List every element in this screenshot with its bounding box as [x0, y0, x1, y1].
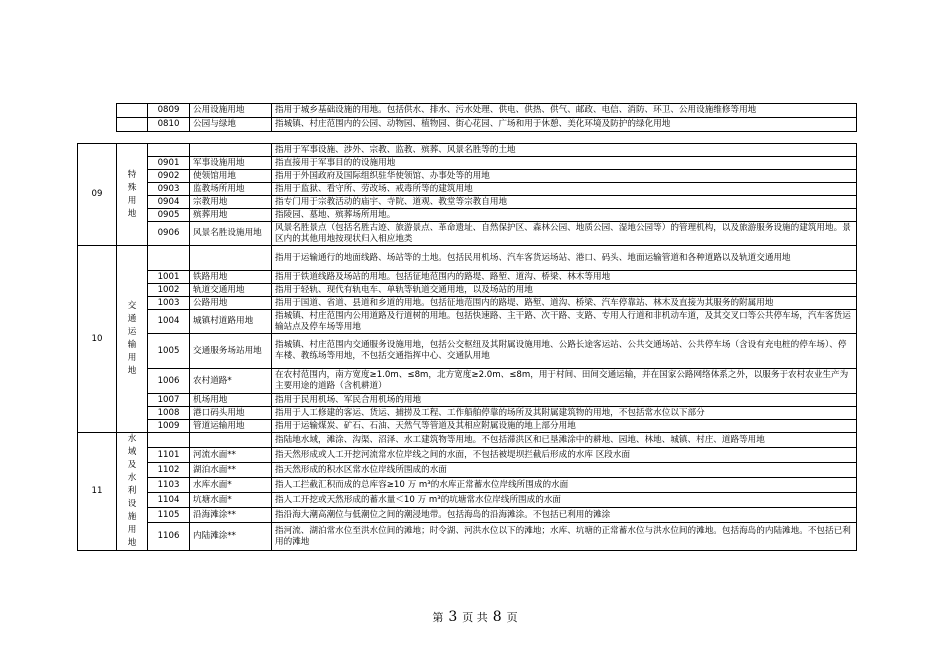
desc-cell: 指用于运输煤炭、矿石、石油、天然气等管道及其相应附属设施的地上部分用地: [272, 420, 857, 433]
name-cell: 内陆滩涂**: [190, 523, 272, 551]
name-cell: 公园与绿地: [190, 118, 272, 132]
name-cell: 城镇村道路用地: [190, 310, 272, 334]
table-row: [78, 157, 857, 170]
desc-cell: 指天然形成的积水区常水位岸线所围成的水面: [272, 463, 857, 478]
name-cell: 管道运输用地: [190, 420, 272, 433]
desc-cell: 指城镇、村庄范围内交通服务设施用地，包括公交枢纽及其附属设施用地、公路长途客运站、公共交通场站、公共停车场（含设有充电桩的停车场）、停车楼、教练场等用地，不包括交通指挥中心、交通队用地: [272, 334, 857, 369]
desc-cell: 指用于民用机场、军民合用机场的用地: [272, 394, 857, 407]
name-cell: 机场用地: [190, 394, 272, 407]
code-cell: 1101: [148, 448, 190, 463]
table-row: [78, 394, 857, 407]
name-cell: 铁路用地: [190, 271, 272, 284]
code-cell: 1008: [148, 407, 190, 420]
footer-prefix: 第: [432, 611, 444, 624]
desc-cell: 指直接用于军事目的的设施用地: [272, 157, 857, 170]
code-cell: 0903: [148, 183, 190, 196]
name-cell: 风景名胜设施用地: [190, 222, 272, 246]
category-desc: 指用于运输通行的地面线路、场站等的土地。包括民用机场、汽车客货运场站、港口、码头、地面运输管道和各种道路以及轨道交通用地: [272, 246, 857, 271]
desc-cell: 指用于铁道线路及场站的用地。包括征地范围内的路堤、路堑、道沟、桥梁、林木等用地: [272, 271, 857, 284]
table-row: [78, 209, 857, 222]
desc-cell: 指天然形成或人工开挖河流常水位岸线之间的水面，不包括被堤坝拦截后形成的水库 区段水面: [272, 448, 857, 463]
table-row: [78, 284, 857, 297]
empty-cell: [148, 433, 190, 448]
name-cell: 使领馆用地: [190, 170, 272, 183]
desc-cell: 指人工拦截汇积而成的总库容≥10 万 m³的水库正常蓄水位岸线所围成的水面: [272, 478, 857, 493]
land-use-classification-table: [77, 143, 857, 551]
desc-cell: 指河流、湖泊常水位至洪水位间的滩地；时令湖、河洪水位以下的滩地；水库、坑塘的正常蓄水位与洪水位间的滩地。包括海岛的内陆滩地。不包括已利用的滩地: [272, 523, 857, 551]
table-row: [78, 144, 857, 157]
table-row: [78, 369, 857, 394]
code-cell: 1003: [148, 297, 190, 310]
code-cell: 1005: [148, 334, 190, 369]
code-cell: 0906: [148, 222, 190, 246]
desc-cell: 指用于人工修建的客运、货运、捕捞及工程、工作船舶停靠的场所及其附属建筑物的用地，不包括常水位以下部分: [272, 407, 857, 420]
name-cell: 轨道交通用地: [190, 284, 272, 297]
table-row: [78, 493, 857, 508]
name-cell: 农村道路*: [190, 369, 272, 394]
category-code: 10: [78, 246, 117, 433]
table-row: [78, 463, 857, 478]
page-footer: [0, 609, 950, 625]
name-cell: 宗教用地: [190, 196, 272, 209]
footer-mid: 页 共: [462, 611, 488, 624]
name-cell: 公路用地: [190, 297, 272, 310]
category-code: 09: [78, 144, 117, 246]
desc-cell: 指专门用于宗教活动的庙宇、寺院、道观、教堂等宗教自用地: [272, 196, 857, 209]
empty-cell: [190, 246, 272, 271]
footer-suffix: 页: [506, 611, 518, 624]
code-cell: 1105: [148, 508, 190, 523]
desc-cell: 指用于监狱、看守所、劳改场、戒毒所等的建筑用地: [272, 183, 857, 196]
category-name: 水域及水利设施用地: [117, 433, 148, 551]
code-cell: 1001: [148, 271, 190, 284]
table-row: [78, 407, 857, 420]
category-name: 特殊用地: [117, 144, 148, 246]
category-desc: 指用于军事设施、涉外、宗教、监教、殡葬、风景名胜等的土地: [272, 144, 857, 157]
empty-cell: [117, 104, 148, 118]
name-cell: 沿海滩涂**: [190, 508, 272, 523]
code-cell: 0902: [148, 170, 190, 183]
table-row: [78, 523, 857, 551]
table-row: [117, 104, 857, 118]
desc-cell: 在农村范围内，南方宽度≥1.0m、≤8m，北方宽度≥2.0m、≤8m，用于村间、田间交通运输，并在国家公路网络体系之外，以服务于农村农业生产为主要用途的道路（含机耕道）: [272, 369, 857, 394]
code-cell: 1006: [148, 369, 190, 394]
table-row: [78, 448, 857, 463]
empty-cell: [117, 118, 148, 132]
table-row: [78, 334, 857, 369]
code-cell: 0905: [148, 209, 190, 222]
table-row: [78, 420, 857, 433]
total-pages: 8: [492, 609, 502, 625]
table-row: [78, 297, 857, 310]
category-code: 11: [78, 433, 117, 551]
desc-cell: 指城镇、村庄范围内公用道路及行道树的用地。包括快速路、主干路、次干路、支路、专用人行道和非机动车道，及其交叉口等公共停车场，汽车客货运输站点及停车场等用地: [272, 310, 857, 334]
category-desc: 指陆地水域，滩涂、沟渠、沼泽、水工建筑物等用地。不包括滞洪区和已垦滩涂中的耕地、园地、林地、城镇、村庄、道路等用地: [272, 433, 857, 448]
desc-cell: 指用于轻轨、现代有轨电车、单轨等轨道交通用地，以及场站的用地: [272, 284, 857, 297]
desc-cell: 指用于城乡基础设施的用地。包括供水、排水、污水处理、供电、供热、供气、邮政、电信、消防、环卫、公用设施维修等用地: [272, 104, 857, 118]
desc-cell: 指陵园、墓地、殡葬场所用地。: [272, 209, 857, 222]
name-cell: 水库水面*: [190, 478, 272, 493]
code-cell: 1102: [148, 463, 190, 478]
name-cell: 殡葬用地: [190, 209, 272, 222]
code-cell: 0810: [148, 118, 190, 132]
code-cell: 1009: [148, 420, 190, 433]
code-cell: 0904: [148, 196, 190, 209]
desc-cell: 指人工开挖或天然形成的蓄水量＜10 万 m³的坑塘常水位岸线所围成的水面: [272, 493, 857, 508]
code-cell: 1004: [148, 310, 190, 334]
code-cell: 0901: [148, 157, 190, 170]
table-row: [78, 271, 857, 284]
code-cell: 0809: [148, 104, 190, 118]
empty-cell: [148, 144, 190, 157]
name-cell: 湖泊水面**: [190, 463, 272, 478]
table-row: [78, 478, 857, 493]
desc-cell: 指用于外国政府及国际组织驻华使领馆、办事处等的用地: [272, 170, 857, 183]
table-row: [78, 246, 857, 271]
name-cell: 监教场所用地: [190, 183, 272, 196]
empty-cell: [190, 433, 272, 448]
table-row: [78, 508, 857, 523]
code-cell: 1106: [148, 523, 190, 551]
table-row: [78, 170, 857, 183]
name-cell: 河流水面**: [190, 448, 272, 463]
name-cell: 公用设施用地: [190, 104, 272, 118]
name-cell: 港口码头用地: [190, 407, 272, 420]
desc-cell: 指沿海大潮高潮位与低潮位之间的潮浸地带。包括海岛的沿海滩涂。不包括已利用的滩涂: [272, 508, 857, 523]
code-cell: 1002: [148, 284, 190, 297]
desc-cell: 风景名胜景点（包括名胜古迹、旅游景点、革命遗址、自然保护区、森林公园、地质公园、湿地公园等）的管理机构，以及旅游服务设施的建筑用地。景区内的其他用地按现状归入相应地类: [272, 222, 857, 246]
name-cell: 交通服务场站用地: [190, 334, 272, 369]
desc-cell: 指城镇、村庄范围内的公园、动物园、植物园、街心花园、广场和用于休憩、美化环境及防护的绿化用地: [272, 118, 857, 132]
name-cell: 坑塘水面*: [190, 493, 272, 508]
table-row: [78, 310, 857, 334]
top-land-use-table: [116, 103, 857, 132]
category-name: 交通运输用地: [117, 246, 148, 433]
table-row: [78, 196, 857, 209]
table-row: [78, 222, 857, 246]
code-cell: 1103: [148, 478, 190, 493]
code-cell: 1104: [148, 493, 190, 508]
desc-cell: 指用于国道、省道、县道和乡道的用地。包括征地范围内的路堤、路堑、道沟、桥梁、汽车停靠站、林木及直接为其服务的附属用地: [272, 297, 857, 310]
empty-cell: [148, 246, 190, 271]
page-number: 3: [448, 609, 458, 625]
table-row: [78, 183, 857, 196]
name-cell: 军事设施用地: [190, 157, 272, 170]
table-row: [117, 118, 857, 132]
table-row: [78, 433, 857, 448]
empty-cell: [190, 144, 272, 157]
code-cell: 1007: [148, 394, 190, 407]
